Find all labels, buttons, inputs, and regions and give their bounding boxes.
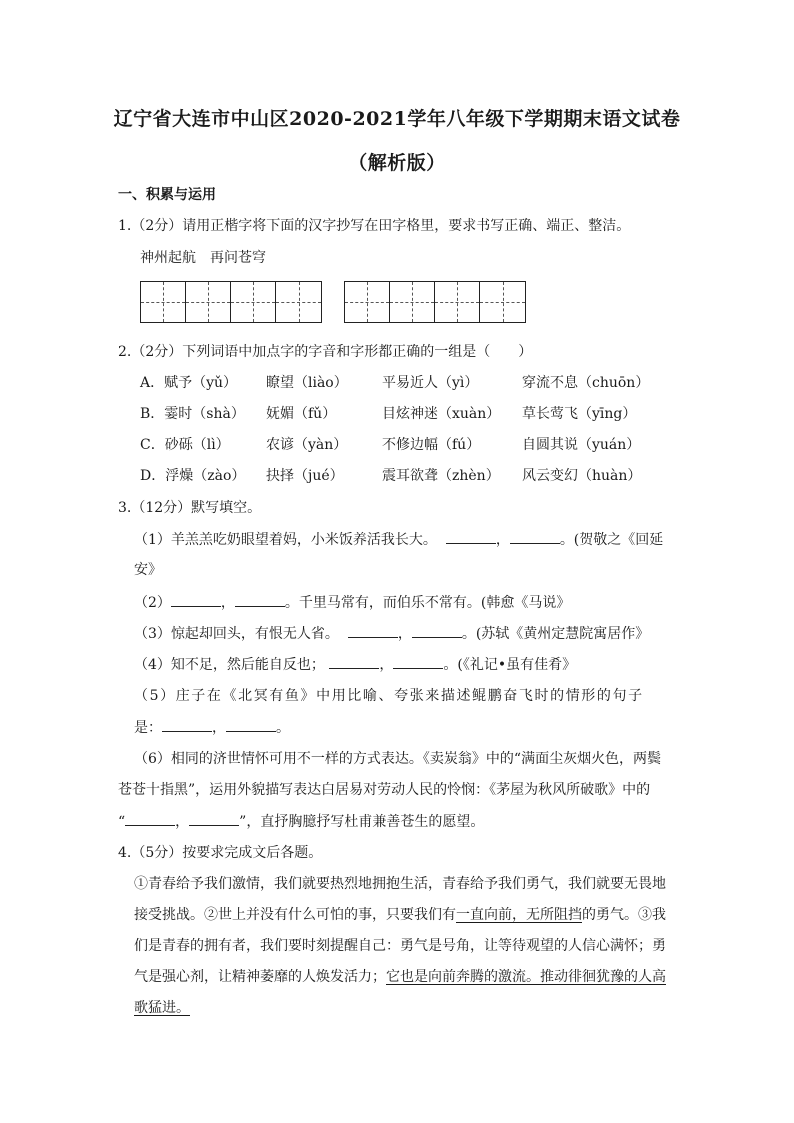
underlined-text: 歌猛进。: [134, 1000, 190, 1016]
exam-subtitle: （解析版）: [348, 152, 446, 174]
q3-item-4: （4）知不足，然后能自反也； ， 。(《礼记•虽有佳肴》: [134, 654, 576, 675]
q2-option-d-2: 抉择（jué）: [266, 468, 344, 484]
tianzige-cell[interactable]: [435, 282, 480, 322]
answer-blank[interactable]: [412, 623, 462, 638]
q3-item-3: （3）惊起却回头，有恨无人省。 ， 。(苏轼《黄州定慧院寓居作》: [134, 623, 649, 644]
q3-item-5-cont: 是： ， 。: [134, 717, 290, 738]
q2-option-c-4: 自圆其说（yuán）: [522, 437, 641, 453]
answer-blank[interactable]: [235, 592, 285, 607]
q2-option-c-2: 农谚（yàn）: [266, 437, 348, 453]
answer-blank[interactable]: [446, 529, 496, 544]
q2-option-d-4: 风云变幻（huàn）: [522, 468, 642, 484]
q4-passage-line: 气是强心剂，让精神萎靡的人焕发活力；它也是向前奔腾的激流。推动徘徊犹豫的人高: [134, 969, 666, 985]
q2-option-b-3: 目炫神迷（xuàn）: [382, 406, 501, 422]
q3-item-6-cont2: “ ， ”，直抒胸臆抒写杜甫兼善苍生的愿望。: [118, 811, 484, 832]
q2-stem: 2.（2分）下列词语中加点字的字音和字形都正确的一组是（ ）: [118, 344, 533, 360]
answer-blank[interactable]: [125, 811, 175, 826]
answer-blank[interactable]: [510, 529, 560, 544]
answer-blank[interactable]: [162, 717, 212, 732]
exam-title: 辽宁省大连市中山区2020-2021学年八年级下学期期末语文试卷: [113, 108, 681, 130]
tianzige-cell[interactable]: [345, 282, 390, 322]
underlined-text: 它也是向前奔腾的激流。推动徘徊犹豫的人高: [386, 969, 666, 985]
tianzige-grid-2[interactable]: [344, 281, 526, 323]
tianzige-cell[interactable]: [276, 282, 321, 322]
q2-option-a-3: 平易近人（yì）: [382, 375, 479, 391]
section-heading: 一、积累与运用: [118, 187, 216, 203]
q4-passage-line: ①青春给予我们激情，我们就要热烈地拥抱生活，青春给予我们勇气，我们就要无畏地: [134, 876, 666, 892]
q2-option-a-2: 瞭望（liào）: [266, 375, 348, 391]
q3-item-6-cont: 苍苍十指黑”，运用外貌描写表达白居易对劳动人民的怜悯：《茅屋为秋风所破歌》中的: [118, 782, 651, 798]
answer-blank[interactable]: [189, 811, 239, 826]
tianzige-area: [140, 281, 526, 323]
tianzige-grid-1[interactable]: [140, 281, 322, 323]
q4-passage-line: [134, 998, 190, 1018]
answer-blank[interactable]: [226, 717, 276, 732]
q4-stem: 4.（5分）按要求完成文后各题。: [118, 845, 323, 861]
q3-stem: 3.（12分）默写填空。: [118, 500, 262, 516]
tianzige-cell[interactable]: [231, 282, 276, 322]
q2-option-b-2: 妩媚（fǔ）: [266, 406, 337, 422]
q1-stem: 1.（2分）请用正楷字将下面的汉字抄写在田字格里，要求书写正确、端正、整洁。: [118, 218, 631, 234]
q2-option-c-1: C．砂砾（lì）: [140, 437, 230, 453]
q2-option-b-4: 草长莺飞（yīng）: [522, 406, 637, 422]
q2-option-a-1: A．赋予（yǔ）: [140, 375, 238, 391]
q1-phrase: 神州起航 再问苍穹: [140, 250, 266, 266]
q2-option-c-3: 不修边幅（fú）: [382, 437, 481, 453]
underlined-text: 一直向前，无所阻挡: [456, 907, 582, 923]
tianzige-cell[interactable]: [186, 282, 231, 322]
q4-passage-line: 接受挑战。②世上并没有什么可怕的事，只要我们有一直向前，无所阻挡的勇气。③我: [134, 907, 666, 923]
q2-option-d-3: 震耳欲聋（zhèn）: [382, 468, 500, 484]
q3-item-5: （5）庄子在《北冥有鱼》中用比喻、夸张来描述鲲鹏奋飞时的情形的句子: [134, 688, 644, 704]
answer-blank[interactable]: [329, 654, 379, 669]
answer-blank[interactable]: [171, 592, 221, 607]
q2-option-d-1: D．浮燥（zào）: [140, 468, 246, 484]
q3-item-6: （6）相同的济世情怀可用不一样的方式表达。《卖炭翁》中的“满面尘灰烟火色，两鬓: [134, 751, 662, 767]
tianzige-cell[interactable]: [390, 282, 435, 322]
q2-option-b-1: B．霎时（shà）: [140, 406, 245, 422]
answer-blank[interactable]: [348, 623, 398, 638]
q3-item-1: （1）羊羔羔吃奶眼望着妈，小米饭养活我长大。 ， 。(贺敬之《回延: [134, 529, 663, 550]
q4-passage-line: 们是青春的拥有者，我们要时刻提醒自己：勇气是号角，让等待观望的人信心满怀；勇: [134, 938, 666, 954]
answer-blank[interactable]: [393, 654, 443, 669]
q2-option-a-4: 穿流不息（chuōn）: [522, 375, 650, 391]
tianzige-cell[interactable]: [141, 282, 186, 322]
q3-item-1-cont: 安》: [134, 562, 162, 578]
tianzige-cell[interactable]: [480, 282, 525, 322]
q3-item-2: （2） ， 。千里马常有，而伯乐不常有。(韩愈《马说》: [134, 592, 570, 613]
